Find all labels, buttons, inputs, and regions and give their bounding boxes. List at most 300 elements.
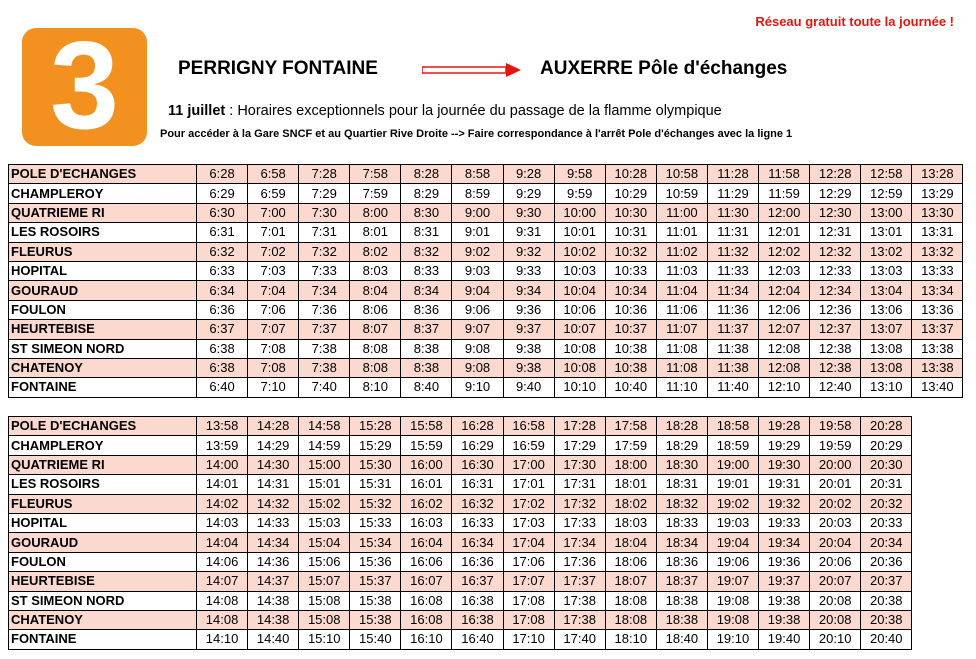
- departure-time: 18:37: [656, 572, 707, 591]
- departure-time: 9:07: [452, 320, 503, 339]
- departure-time: 19:04: [707, 533, 758, 552]
- departure-time: 7:28: [299, 165, 350, 184]
- departure-time: 19:31: [759, 475, 810, 494]
- departure-time: 16:00: [401, 455, 452, 474]
- departure-time: 17:38: [554, 610, 605, 629]
- departure-time: 13:01: [861, 223, 912, 242]
- departure-time: 19:59: [810, 436, 861, 455]
- departure-time: 8:03: [350, 261, 401, 280]
- departure-time: 10:06: [554, 300, 605, 319]
- departure-time: 12:03: [759, 261, 810, 280]
- departure-time: 20:08: [810, 610, 861, 629]
- departure-time: 13:30: [912, 203, 963, 222]
- departure-time: 6:32: [197, 242, 248, 261]
- departure-time: 6:38: [197, 358, 248, 377]
- departure-time: 15:02: [299, 494, 350, 513]
- departure-time: 11:03: [656, 261, 707, 280]
- departure-time: 13:34: [912, 281, 963, 300]
- schedule-date: 11 juillet: [168, 103, 226, 119]
- timetable-row: [9, 281, 963, 300]
- departure-time: 6:59: [248, 184, 299, 203]
- stop-name: ST SIMEON NORD: [9, 339, 197, 358]
- departure-time: 13:07: [861, 320, 912, 339]
- timetable-row: [9, 455, 912, 474]
- departure-time: 10:30: [605, 203, 656, 222]
- departure-time: 14:38: [248, 591, 299, 610]
- departure-time: 8:59: [452, 184, 503, 203]
- timetable-row: [9, 513, 912, 532]
- stop-name: GOURAUD: [9, 533, 197, 552]
- departure-time: 14:38: [248, 610, 299, 629]
- departure-time: 13:38: [912, 339, 963, 358]
- stop-name: ST SIMEON NORD: [9, 591, 197, 610]
- stop-name: FONTAINE: [9, 630, 197, 649]
- departure-time: 10:04: [554, 281, 605, 300]
- departure-time: 16:08: [401, 591, 452, 610]
- stop-name: HEURTEBISE: [9, 320, 197, 339]
- departure-time: 14:04: [197, 533, 248, 552]
- departure-time: 20:36: [861, 552, 912, 571]
- departure-time: 10:33: [605, 261, 656, 280]
- departure-time: 15:40: [350, 630, 401, 649]
- departure-time: 7:00: [248, 203, 299, 222]
- departure-time: 15:38: [350, 610, 401, 629]
- departure-time: 9:06: [452, 300, 503, 319]
- departure-time: 19:40: [759, 630, 810, 649]
- departure-time: 7:58: [350, 165, 401, 184]
- departure-time: 17:37: [554, 572, 605, 591]
- departure-time: 13:31: [912, 223, 963, 242]
- departure-time: 9:08: [452, 358, 503, 377]
- departure-time: 6:28: [197, 165, 248, 184]
- departure-time: 7:59: [350, 184, 401, 203]
- departure-time: 6:58: [248, 165, 299, 184]
- departure-time: 6:34: [197, 281, 248, 300]
- departure-time: 16:37: [452, 572, 503, 591]
- departure-time: 10:07: [554, 320, 605, 339]
- departure-time: 16:10: [401, 630, 452, 649]
- departure-time: 6:38: [197, 339, 248, 358]
- departure-time: 20:03: [810, 513, 861, 532]
- departure-time: 19:38: [759, 591, 810, 610]
- departure-time: 15:33: [350, 513, 401, 532]
- departure-time: 11:59: [759, 184, 810, 203]
- departure-time: 7:01: [248, 223, 299, 242]
- departure-time: 14:28: [248, 417, 299, 436]
- departure-time: 16:06: [401, 552, 452, 571]
- departure-time: 10:38: [605, 358, 656, 377]
- departure-time: 9:38: [503, 358, 554, 377]
- departure-time: 10:29: [605, 184, 656, 203]
- departure-time: 7:33: [299, 261, 350, 280]
- departure-time: 17:08: [503, 610, 554, 629]
- departure-time: 18:04: [605, 533, 656, 552]
- departure-time: 15:07: [299, 572, 350, 591]
- departure-time: 7:32: [299, 242, 350, 261]
- stop-name: CHATENOY: [9, 610, 197, 629]
- departure-time: 8:07: [350, 320, 401, 339]
- departure-time: 15:08: [299, 610, 350, 629]
- departure-time: 7:03: [248, 261, 299, 280]
- departure-time: 8:29: [401, 184, 452, 203]
- departure-time: 10:02: [554, 242, 605, 261]
- departure-time: 11:07: [656, 320, 707, 339]
- departure-time: 14:33: [248, 513, 299, 532]
- departure-time: 11:02: [656, 242, 707, 261]
- stop-name: QUATRIEME RI: [9, 203, 197, 222]
- departure-time: 6:31: [197, 223, 248, 242]
- stop-name: POLE D'ECHANGES: [9, 417, 197, 436]
- departure-time: 10:08: [554, 339, 605, 358]
- departure-time: 13:08: [861, 339, 912, 358]
- departure-time: 18:40: [656, 630, 707, 649]
- departure-time: 7:04: [248, 281, 299, 300]
- timetable-row: [9, 533, 912, 552]
- departure-time: 9:10: [452, 378, 503, 397]
- departure-time: 12:32: [810, 242, 861, 261]
- departure-time: 19:01: [707, 475, 758, 494]
- departure-time: 11:28: [707, 165, 758, 184]
- departure-time: 17:02: [503, 494, 554, 513]
- departure-time: 14:01: [197, 475, 248, 494]
- stop-name: FOULON: [9, 300, 197, 319]
- timetable-row: [9, 184, 963, 203]
- departure-time: 20:34: [861, 533, 912, 552]
- departure-time: 14:31: [248, 475, 299, 494]
- departure-time: 9:32: [503, 242, 554, 261]
- departure-time: 16:02: [401, 494, 452, 513]
- departure-time: 6:29: [197, 184, 248, 203]
- departure-time: 9:08: [452, 339, 503, 358]
- departure-time: 18:01: [605, 475, 656, 494]
- departure-time: 14:29: [248, 436, 299, 455]
- departure-time: 19:38: [759, 610, 810, 629]
- stop-name: HOPITAL: [9, 261, 197, 280]
- departure-time: 11:36: [707, 300, 758, 319]
- departure-time: 20:01: [810, 475, 861, 494]
- departure-time: 8:28: [401, 165, 452, 184]
- departure-time: 15:08: [299, 591, 350, 610]
- departure-time: 10:34: [605, 281, 656, 300]
- departure-time: 15:34: [350, 533, 401, 552]
- departure-time: 17:06: [503, 552, 554, 571]
- departure-time: 20:02: [810, 494, 861, 513]
- departure-time: 15:04: [299, 533, 350, 552]
- timetable-afternoon: [8, 416, 912, 650]
- departure-time: 18:32: [656, 494, 707, 513]
- departure-time: 20:30: [861, 455, 912, 474]
- departure-time: 16:01: [401, 475, 452, 494]
- departure-time: 8:02: [350, 242, 401, 261]
- departure-time: 19:29: [759, 436, 810, 455]
- departure-time: 12:59: [861, 184, 912, 203]
- departure-time: 12:37: [810, 320, 861, 339]
- departure-time: 17:03: [503, 513, 554, 532]
- departure-time: 6:33: [197, 261, 248, 280]
- departure-time: 20:31: [861, 475, 912, 494]
- departure-time: 15:29: [350, 436, 401, 455]
- departure-time: 8:36: [401, 300, 452, 319]
- departure-time: 18:38: [656, 610, 707, 629]
- departure-time: 10:37: [605, 320, 656, 339]
- departure-time: 8:31: [401, 223, 452, 242]
- departure-time: 12:08: [759, 339, 810, 358]
- timetable-row: [9, 436, 912, 455]
- departure-time: 14:40: [248, 630, 299, 649]
- timetable-row: [9, 165, 963, 184]
- departure-time: 17:08: [503, 591, 554, 610]
- departure-time: 6:36: [197, 300, 248, 319]
- departure-time: 17:40: [554, 630, 605, 649]
- departure-time: 18:33: [656, 513, 707, 532]
- departure-time: 9:04: [452, 281, 503, 300]
- departure-time: 15:00: [299, 455, 350, 474]
- departure-time: 20:04: [810, 533, 861, 552]
- departure-time: 11:40: [707, 378, 758, 397]
- departure-time: 11:32: [707, 242, 758, 261]
- departure-time: 14:00: [197, 455, 248, 474]
- timetable-row: [9, 630, 912, 649]
- departure-time: 15:32: [350, 494, 401, 513]
- departure-time: 11:34: [707, 281, 758, 300]
- timetable-row: [9, 300, 963, 319]
- departure-time: 11:31: [707, 223, 758, 242]
- departure-time: 10:40: [605, 378, 656, 397]
- departure-time: 18:03: [605, 513, 656, 532]
- departure-time: 6:40: [197, 378, 248, 397]
- timetable-morning: [8, 164, 963, 398]
- departure-time: 13:04: [861, 281, 912, 300]
- departure-time: 12:07: [759, 320, 810, 339]
- departure-time: 11:01: [656, 223, 707, 242]
- departure-time: 16:28: [452, 417, 503, 436]
- departure-time: 15:03: [299, 513, 350, 532]
- departure-time: 20:07: [810, 572, 861, 591]
- departure-time: 15:31: [350, 475, 401, 494]
- departure-time: 13:08: [861, 358, 912, 377]
- departure-time: 7:07: [248, 320, 299, 339]
- departure-time: 12:34: [810, 281, 861, 300]
- departure-time: 18:06: [605, 552, 656, 571]
- departure-time: 16:36: [452, 552, 503, 571]
- stop-name: QUATRIEME RI: [9, 455, 197, 474]
- departure-time: 7:31: [299, 223, 350, 242]
- departure-time: 19:03: [707, 513, 758, 532]
- departure-time: 7:30: [299, 203, 350, 222]
- route-destination: AUXERRE Pôle d'échanges: [540, 58, 788, 79]
- departure-time: 19:28: [759, 417, 810, 436]
- departure-time: 9:59: [554, 184, 605, 203]
- departure-time: 18:31: [656, 475, 707, 494]
- departure-time: 15:30: [350, 455, 401, 474]
- departure-time: 17:10: [503, 630, 554, 649]
- departure-time: 18:10: [605, 630, 656, 649]
- departure-time: 18:08: [605, 591, 656, 610]
- departure-time: 8:38: [401, 339, 452, 358]
- departure-time: 12:33: [810, 261, 861, 280]
- departure-time: 7:40: [299, 378, 350, 397]
- departure-time: 8:32: [401, 242, 452, 261]
- departure-time: 8:00: [350, 203, 401, 222]
- departure-time: 17:36: [554, 552, 605, 571]
- departure-time: 11:08: [656, 339, 707, 358]
- timetable-row: [9, 223, 963, 242]
- stop-name: FONTAINE: [9, 378, 197, 397]
- departure-time: 10:03: [554, 261, 605, 280]
- departure-time: 9:31: [503, 223, 554, 242]
- departure-time: 18:28: [656, 417, 707, 436]
- timetable-row: [9, 475, 912, 494]
- departure-time: 12:02: [759, 242, 810, 261]
- departure-time: 13:29: [912, 184, 963, 203]
- departure-time: 18:00: [605, 455, 656, 474]
- departure-time: 14:03: [197, 513, 248, 532]
- departure-time: 15:28: [350, 417, 401, 436]
- departure-time: 8:01: [350, 223, 401, 242]
- departure-time: 18:58: [707, 417, 758, 436]
- timetable-row: [9, 320, 963, 339]
- departure-time: 9:38: [503, 339, 554, 358]
- departure-time: 9:58: [554, 165, 605, 184]
- departure-time: 19:58: [810, 417, 861, 436]
- departure-time: 17:30: [554, 455, 605, 474]
- departure-time: 11:08: [656, 358, 707, 377]
- line-number-badge: [22, 17, 147, 155]
- departure-time: 15:37: [350, 572, 401, 591]
- departure-time: 11:38: [707, 358, 758, 377]
- departure-time: 12:10: [759, 378, 810, 397]
- departure-time: 8:04: [350, 281, 401, 300]
- departure-time: 18:38: [656, 591, 707, 610]
- departure-time: 8:40: [401, 378, 452, 397]
- departure-time: 19:08: [707, 591, 758, 610]
- departure-time: 12:01: [759, 223, 810, 242]
- departure-time: 16:40: [452, 630, 503, 649]
- departure-time: 20:10: [810, 630, 861, 649]
- departure-time: 19:30: [759, 455, 810, 474]
- departure-time: 20:06: [810, 552, 861, 571]
- departure-time: 7:02: [248, 242, 299, 261]
- departure-time: 17:59: [605, 436, 656, 455]
- stop-name: FLEURUS: [9, 494, 197, 513]
- departure-time: 16:07: [401, 572, 452, 591]
- departure-time: 20:38: [861, 610, 912, 629]
- departure-time: 19:02: [707, 494, 758, 513]
- departure-time: 17:33: [554, 513, 605, 532]
- departure-time: 20:32: [861, 494, 912, 513]
- departure-time: 12:28: [810, 165, 861, 184]
- departure-time: 18:30: [656, 455, 707, 474]
- departure-time: 12:40: [810, 378, 861, 397]
- departure-time: 13:59: [197, 436, 248, 455]
- timetable-row: [9, 339, 963, 358]
- stop-name: HOPITAL: [9, 513, 197, 532]
- stop-name: LES ROSOIRS: [9, 475, 197, 494]
- departure-time: 12:58: [861, 165, 912, 184]
- departure-time: 8:06: [350, 300, 401, 319]
- departure-time: 13:33: [912, 261, 963, 280]
- departure-time: 18:36: [656, 552, 707, 571]
- departure-time: 19:10: [707, 630, 758, 649]
- departure-time: 12:00: [759, 203, 810, 222]
- departure-time: 13:58: [197, 417, 248, 436]
- departure-time: 8:08: [350, 358, 401, 377]
- departure-time: 11:30: [707, 203, 758, 222]
- departure-time: 11:06: [656, 300, 707, 319]
- departure-time: 17:29: [554, 436, 605, 455]
- departure-time: 19:33: [759, 513, 810, 532]
- timetable-row: [9, 572, 912, 591]
- departure-time: 10:01: [554, 223, 605, 242]
- departure-time: 16:32: [452, 494, 503, 513]
- departure-time: 17:00: [503, 455, 554, 474]
- departure-time: 9:30: [503, 203, 554, 222]
- departure-time: 17:32: [554, 494, 605, 513]
- departure-time: 14:36: [248, 552, 299, 571]
- departure-time: 9:00: [452, 203, 503, 222]
- departure-time: 7:06: [248, 300, 299, 319]
- departure-time: 18:59: [707, 436, 758, 455]
- departure-time: 7:38: [299, 358, 350, 377]
- departure-time: 15:01: [299, 475, 350, 494]
- stop-name: FOULON: [9, 552, 197, 571]
- departure-time: 6:30: [197, 203, 248, 222]
- departure-time: 10:00: [554, 203, 605, 222]
- departure-time: 14:02: [197, 494, 248, 513]
- departure-time: 19:00: [707, 455, 758, 474]
- departure-time: 9:40: [503, 378, 554, 397]
- departure-time: 14:30: [248, 455, 299, 474]
- departure-time: 16:34: [452, 533, 503, 552]
- connection-note: Pour accéder à la Gare SNCF et au Quartier Rive Droite --> Faire correspondance à l'arrêt Pole d'échanges avec la ligne 1: [160, 128, 793, 140]
- stop-name: LES ROSOIRS: [9, 223, 197, 242]
- departure-time: 8:58: [452, 165, 503, 184]
- departure-time: 8:08: [350, 339, 401, 358]
- departure-time: 16:08: [401, 610, 452, 629]
- departure-time: 19:08: [707, 610, 758, 629]
- departure-time: 12:29: [810, 184, 861, 203]
- departure-time: 20:08: [810, 591, 861, 610]
- route-origin: PERRIGNY FONTAINE: [178, 58, 378, 79]
- departure-time: 12:38: [810, 339, 861, 358]
- departure-time: 17:28: [554, 417, 605, 436]
- departure-time: 16:31: [452, 475, 503, 494]
- departure-time: 17:04: [503, 533, 554, 552]
- departure-time: 14:10: [197, 630, 248, 649]
- departure-time: 19:34: [759, 533, 810, 552]
- departure-time: 8:34: [401, 281, 452, 300]
- departure-time: 13:03: [861, 261, 912, 280]
- departure-time: 16:04: [401, 533, 452, 552]
- departure-time: 20:28: [861, 417, 912, 436]
- departure-time: 6:37: [197, 320, 248, 339]
- departure-time: 13:38: [912, 358, 963, 377]
- departure-time: 16:03: [401, 513, 452, 532]
- departure-time: 11:33: [707, 261, 758, 280]
- departure-time: 9:33: [503, 261, 554, 280]
- departure-time: 11:37: [707, 320, 758, 339]
- departure-time: 16:59: [503, 436, 554, 455]
- departure-time: 12:38: [810, 358, 861, 377]
- departure-time: 12:08: [759, 358, 810, 377]
- departure-time: 11:04: [656, 281, 707, 300]
- departure-time: 17:07: [503, 572, 554, 591]
- departure-time: 16:58: [503, 417, 554, 436]
- stop-name: CHAMPLEROY: [9, 184, 197, 203]
- departure-time: 17:01: [503, 475, 554, 494]
- departure-time: 14:07: [197, 572, 248, 591]
- departure-time: 7:10: [248, 378, 299, 397]
